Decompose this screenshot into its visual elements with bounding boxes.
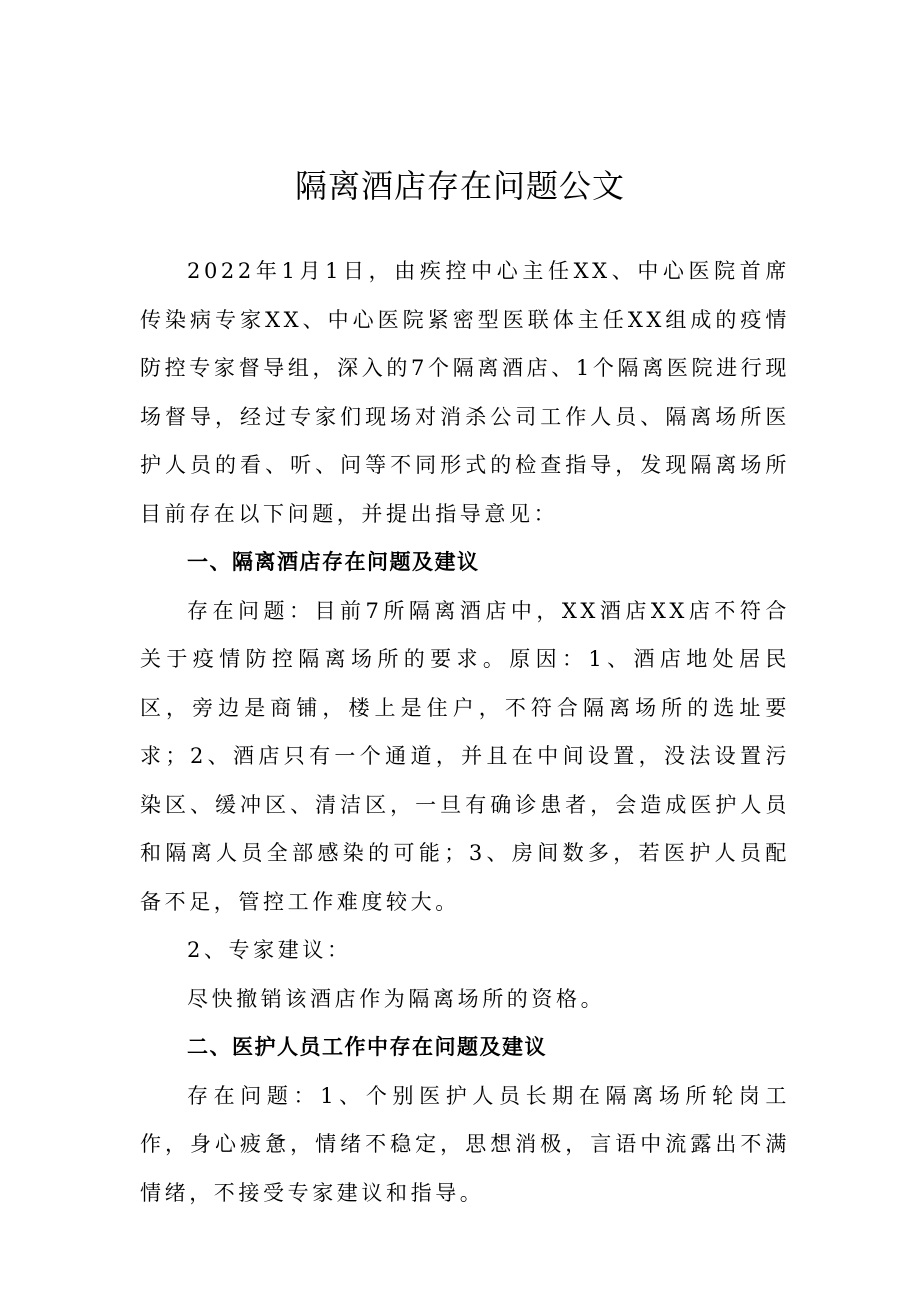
intro-paragraph: 2022年1月1日，由疾控中心主任XX、中心医院首席传染病专家XX、中心医院紧密型医联体主任XX组成的疫情防控专家督导组，深入的7个隔离酒店、1个隔离医院进行现场督导，经过专家们现场对消杀公司工作人员、隔离场所医护人员的看、听、问等不同形式的检查指导，发现隔离场所目前存在以下问题，并提出指导意见：	[140, 259, 790, 526]
section-2-problem: 存在问题：1、个别医护人员长期在隔离场所轮岗工作，身心疲惫，情绪不稳定，思想消极，言语中流露出不满情绪，不接受专家建议和指导。	[140, 1083, 790, 1205]
document-body	[140, 247, 790, 1217]
section-1-heading: 一、隔离酒店存在问题及建议	[187, 550, 480, 574]
section-1-problem: 存在问题：目前7所隔离酒店中，XX酒店XX店不符合关于疫情防控隔离场所的要求。原因：1、酒店地处居民区，旁边是商铺，楼上是住户，不符合隔离场所的选址要求；2、酒店只有一个通道，并且在中间设置，没法设置污染区、缓冲区、清洁区，一旦有确诊患者，会造成医护人员和隔离人员全部感染的可能；3、房间数多，若医护人员配备不足，管控工作难度较大。	[140, 598, 790, 914]
section-1-advice: 尽快撤销该酒店作为隔离场所的资格。	[187, 986, 606, 1011]
section-2-heading: 二、医护人员工作中存在问题及建议	[187, 1035, 547, 1059]
section-1-advice-label: 2、专家建议：	[187, 938, 352, 962]
document-title: 隔离酒店存在问题公文	[294, 167, 625, 205]
